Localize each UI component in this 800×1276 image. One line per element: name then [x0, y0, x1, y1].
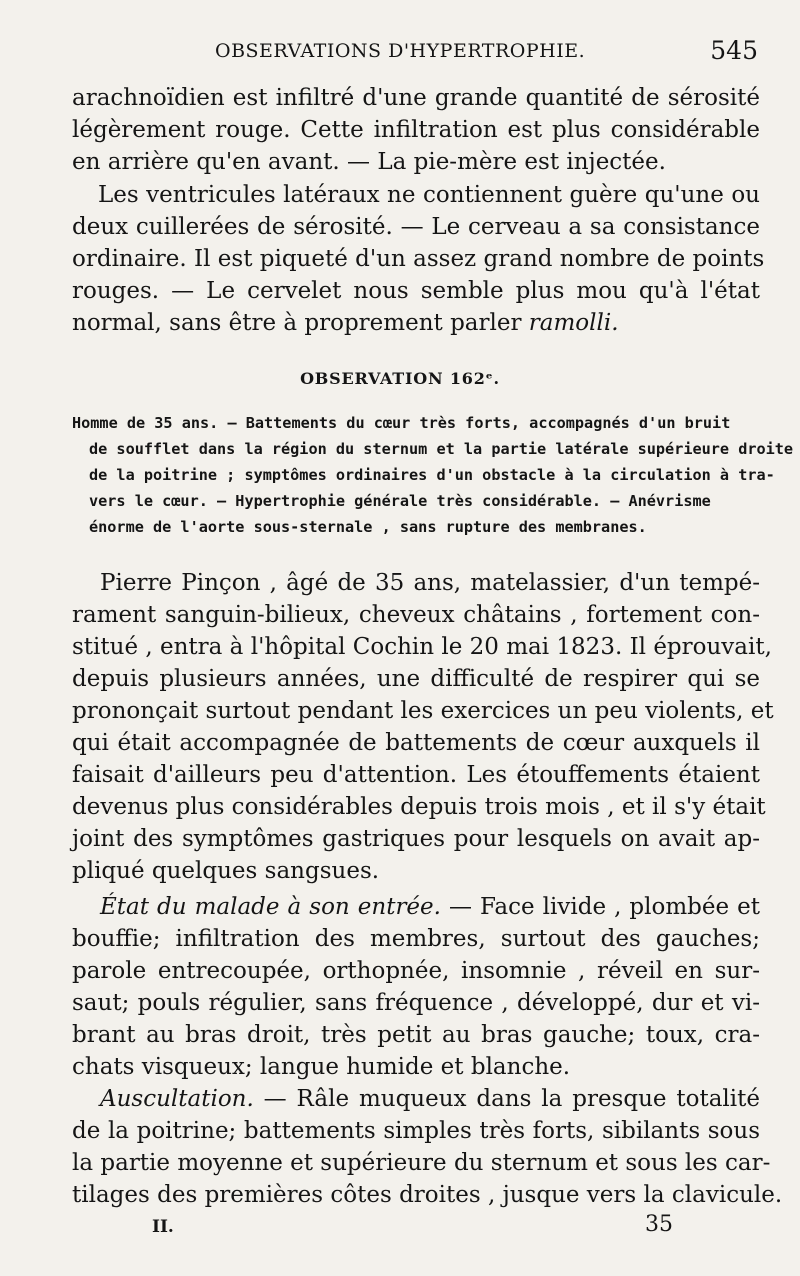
- text-line: rouges. — Le cervelet nous semble plus mou qu'à l'état: [72, 278, 760, 304]
- text-line: faisait d'ailleurs peu d'attention. Les étouffements étaient: [72, 762, 760, 788]
- text-line: prononçait surtout pendant les exercices un peu violents, et: [72, 698, 774, 724]
- text-line: bouffie; infiltration des membres, surtout des gauches;: [72, 926, 760, 952]
- text-line: tilages des premières côtes droites , jusque vers la clavicule.: [72, 1182, 783, 1208]
- italic-word: ramolli.: [528, 310, 619, 336]
- line-text: — Face livide , plombée et: [440, 894, 760, 920]
- text-line: arachnoïdien est infiltré d'une grande quantité de sérosité: [72, 85, 760, 111]
- sheet-number: 35: [645, 1212, 673, 1237]
- text-line: deux cuillerées de sérosité. — Le cerveau a sa consistance: [72, 214, 760, 240]
- line-text: normal, sans être à proprement parler: [72, 310, 529, 336]
- page-number: 545: [710, 36, 758, 65]
- text-line: Pierre Pinçon , âgé de 35 ans, matelassier, d'un tempé-: [100, 570, 760, 596]
- text-line: Les ventricules latéraux ne contiennent guère qu'une ou: [98, 182, 760, 208]
- text-line: légèrement rouge. Cette infiltration est plus considérable: [72, 117, 760, 143]
- text-line: brant au bras droit, très petit au bras gauche; toux, cra-: [72, 1022, 760, 1048]
- text-line: devenus plus considérables depuis trois mois , et il s'y était: [72, 794, 766, 820]
- summary-line: Homme de 35 ans. — Battements du cœur très forts, accompagnés d'un bruit: [72, 414, 731, 432]
- text-line: en arrière qu'en avant. — La pie-mère est injectée.: [72, 149, 666, 175]
- text-line: saut; pouls régulier, sans fréquence , développé, dur et vi-: [72, 990, 760, 1016]
- text-line: [100, 892, 760, 922]
- line-text: — Râle muqueux dans la presque totalité: [253, 1086, 760, 1112]
- running-title: OBSERVATIONS D'HYPERTROPHIE.: [215, 40, 586, 62]
- text-line: pliqué quelques sangsues.: [72, 858, 380, 884]
- summary-line: de la poitrine ; symptômes ordinaires d'un obstacle à la circulation à tra-: [89, 466, 775, 484]
- text-line: de la poitrine; battements simples très forts, sibilants sous: [72, 1118, 760, 1144]
- signature-mark: II.: [152, 1217, 174, 1237]
- summary-line: énorme de l'aorte sous-sternale , sans rupture des membranes.: [89, 518, 647, 536]
- section-heading: État du malade à son entrée.: [100, 894, 441, 920]
- text-line: [100, 1084, 760, 1114]
- text-line: joint des symptômes gastriques pour lesquels on avait ap-: [72, 826, 760, 852]
- text-line: chats visqueux; langue humide et blanche.: [72, 1054, 571, 1080]
- text-line: depuis plusieurs années, une difficulté de respirer qui se: [72, 666, 760, 692]
- observation-title: OBSERVATION 162ᵉ.: [300, 369, 500, 388]
- text-line: rament sanguin-bilieux, cheveux châtains , fortement con-: [72, 602, 760, 628]
- text-line: ordinaire. Il est piqueté d'un assez grand nombre de points: [72, 246, 765, 272]
- section-heading: Auscultation.: [100, 1086, 254, 1112]
- text-line: parole entrecoupée, orthopnée, insomnie , réveil en sur-: [72, 958, 760, 984]
- text-line: [72, 308, 760, 338]
- text-line: la partie moyenne et supérieure du sternum et sous les car-: [72, 1150, 771, 1176]
- summary-line: vers le cœur. — Hypertrophie générale très considérable. — Anévrisme: [89, 492, 711, 510]
- text-line: stitué , entra à l'hôpital Cochin le 20 mai 1823. Il éprouvait,: [72, 634, 772, 660]
- text-line: qui était accompagnée de battements de cœur auxquels il: [72, 730, 760, 756]
- summary-line: de soufflet dans la région du sternum et la partie latérale supérieure droite: [89, 440, 794, 458]
